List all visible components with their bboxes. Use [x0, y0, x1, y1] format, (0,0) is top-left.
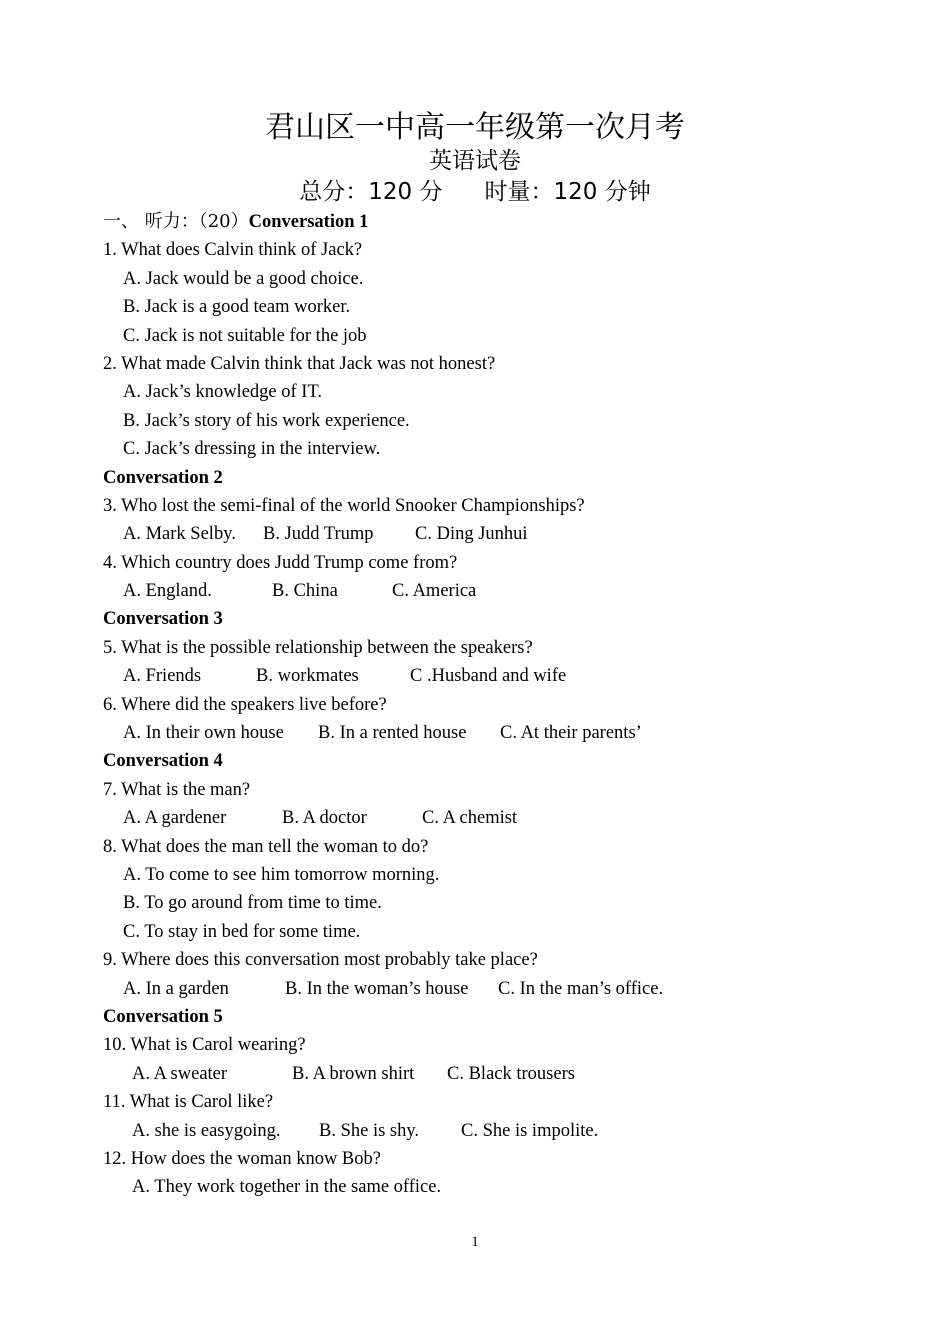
question: 1. What does Calvin think of Jack?	[103, 240, 363, 261]
conversation-heading: Conversation 1	[248, 212, 369, 232]
question: 10. What is Carol wearing?	[103, 1035, 306, 1056]
answer-option: A. In a garden	[123, 978, 229, 999]
answer-options-row	[103, 577, 863, 605]
question: 6. Where did the speakers live before?	[103, 694, 387, 715]
answer-option: C .Husband and wife	[410, 666, 567, 687]
answer-options-row	[103, 804, 863, 832]
exam-meta	[0, 176, 950, 208]
answer-options-row	[103, 520, 863, 548]
answer-option: A. she is easygoing.	[132, 1120, 281, 1141]
answer-option: C. Jack’s dressing in the interview.	[123, 439, 381, 460]
answer-option: A. In their own house	[123, 723, 284, 744]
question: 4. Which country does Judd Trump come from?	[103, 552, 458, 573]
exam-title: 君山区一中高一年级第一次月考	[265, 110, 685, 145]
answer-option: B. workmates	[256, 666, 359, 687]
answer-options-row	[103, 662, 863, 690]
answer-option: A. A gardener	[123, 808, 227, 829]
answer-option: A. Mark Selby.	[123, 524, 236, 545]
question: 12. How does the woman know Bob?	[103, 1148, 381, 1169]
answer-option: C. Black trousers	[447, 1063, 575, 1084]
answer-option: A. To come to see him tomorrow morning.	[123, 864, 440, 885]
question: 3. Who lost the semi-final of the world Snooker Championships?	[103, 495, 585, 516]
answer-options-row	[103, 1060, 863, 1088]
answer-option: B. A doctor	[282, 808, 367, 829]
answer-option: B. Jack is a good team worker.	[123, 297, 351, 318]
answer-option: B. In a rented house	[318, 723, 467, 744]
total-score: 总分：120 分	[299, 179, 443, 205]
answer-option: B. To go around from time to time.	[123, 893, 382, 914]
answer-options-row	[103, 1117, 863, 1145]
answer-option: B. She is shy.	[319, 1120, 420, 1141]
exam-subtitle: 英语试卷	[429, 148, 521, 174]
conversation-heading: Conversation 2	[103, 467, 223, 488]
question: 8. What does the man tell the woman to do?	[103, 836, 429, 857]
answer-option: C. In the man’s office.	[498, 978, 664, 999]
answer-option: A. They work together in the same office.	[132, 1177, 442, 1198]
answer-options-row	[103, 975, 863, 1003]
answer-option: C. Jack is not suitable for the job	[123, 325, 367, 346]
answer-option: A. Jack’s knowledge of IT.	[123, 382, 322, 403]
answer-option: C. America	[392, 581, 477, 602]
question: 2. What made Calvin think that Jack was not honest?	[103, 353, 496, 374]
question: 5. What is the possible relationship between the speakers?	[103, 637, 533, 658]
answer-option: A. A sweater	[132, 1063, 228, 1084]
section-label: 一、 听力：（20）	[103, 211, 249, 232]
answer-option: C. A chemist	[422, 808, 518, 829]
conversation-heading: Conversation 4	[103, 751, 223, 772]
answer-option: B. A brown shirt	[292, 1063, 415, 1084]
answer-option: B. Jack’s story of his work experience.	[123, 410, 410, 431]
section-heading	[103, 208, 863, 236]
answer-option: B. Judd Trump	[263, 524, 374, 545]
answer-option: C. She is impolite.	[461, 1120, 599, 1141]
answer-option: A. Friends	[123, 666, 202, 687]
conversation-heading: Conversation 3	[103, 609, 223, 630]
answer-option: A. England.	[123, 581, 212, 602]
answer-option: C. At their parents’	[500, 723, 642, 744]
answer-option: A. Jack would be a good choice.	[123, 268, 364, 289]
answer-option: C. Ding Junhui	[415, 524, 528, 545]
answer-options-row	[103, 719, 863, 747]
conversation-heading: Conversation 5	[103, 1006, 223, 1027]
exam-body	[103, 208, 863, 1202]
question: 7. What is the man?	[103, 779, 251, 800]
answer-option: B. China	[272, 581, 338, 602]
answer-option: B. In the woman’s house	[285, 978, 469, 999]
time-limit: 时量：120 分钟	[484, 179, 651, 205]
question: 11. What is Carol like?	[103, 1092, 274, 1113]
question: 9. Where does this conversation most probably take place?	[103, 950, 538, 971]
page-number: 1	[471, 1234, 479, 1250]
answer-option: C. To stay in bed for some time.	[123, 921, 361, 942]
